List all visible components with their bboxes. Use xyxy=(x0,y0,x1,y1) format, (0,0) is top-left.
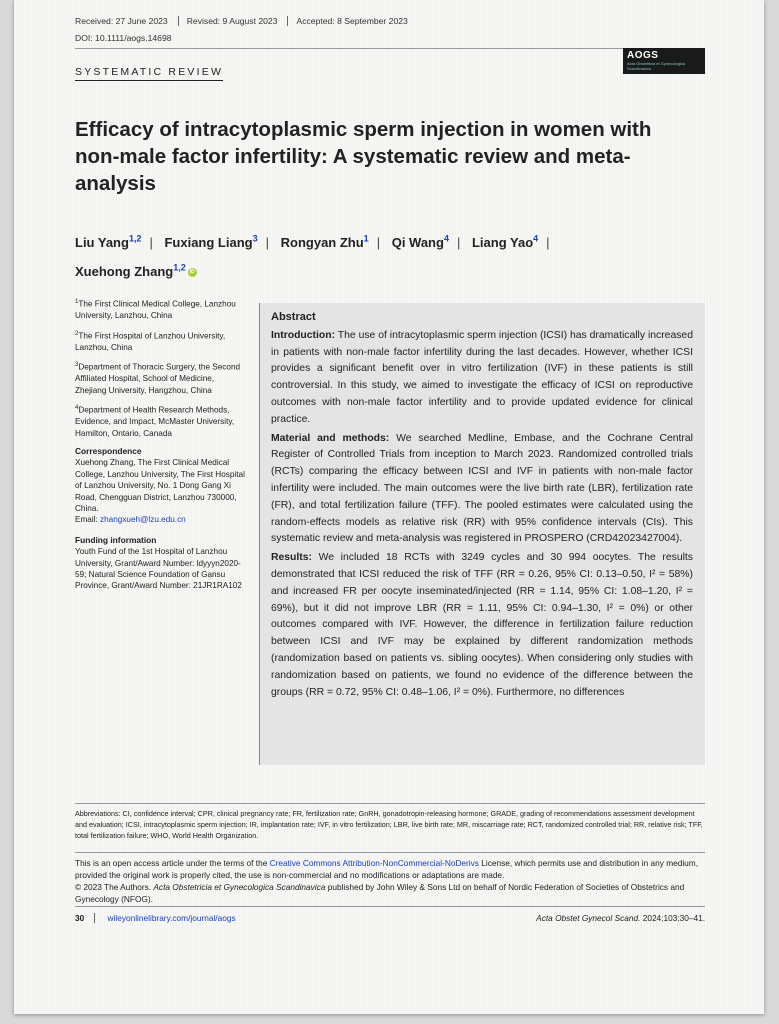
revised-date: Revised: 9 August 2023 xyxy=(187,16,289,26)
abstract-results: Results: We included 18 RCTs with 3249 cycles and 30 994 oocytes. The results demonstrated that ICSI reduced the risk of TFF (RR = 0.26, 95% CI: 0.13–0.50, I² = 58%) and increased FR per oocyte inseminated/injected (RR = 1.14, 95% CI: 1.08–1.20, I² = 69%), but it did not improve LBR (RR = 1.11, 95% CI: 0.94–1.30, I² = 0%) or other outcomes compared with IVF. However, the difference in fertilization failure reduction between ICSI and IVF may be explained by different randomization methods (randomization based on patients vs. sibling oocytes). When considering only studies with randomization based on patients, we found no evidence of the difference between the groups (RR = 0.72, 95% CI: 0.48–1.06, I² = 0%). Furthermore, no differences xyxy=(271,552,693,698)
section-label: SYSTEMATIC REVIEW xyxy=(75,66,223,81)
received-date: Received: 27 June 2023 xyxy=(75,16,179,26)
article-title: Efficacy of intracytoplasmic sperm injection in women with non-male factor infertility: A systematic review and meta-analysis xyxy=(75,118,652,195)
affiliation: $^1$The First Clinical Medical College, Lanzhou University, Lanzhou, China xyxy=(75,299,236,321)
page-footer xyxy=(75,906,705,923)
affiliations-column xyxy=(75,297,245,592)
correspondence-text: Xuehong Zhang, The First Clinical Medical College, Lanzhou University, The First Hospital of Lanzhou University, No. 1 Dong Gang Xi Road, Chengguan District, Lanzhou 730000, China. Email: zhangxueh@lzu.edu.cn xyxy=(75,458,245,525)
email-link[interactable]: zhangxueh@lzu.edu.cn xyxy=(100,515,186,525)
affiliation: $^2$The First Hospital of Lanzhou University, Lanzhou, China xyxy=(75,330,226,352)
author-list xyxy=(75,227,675,284)
logo-subtitle: Acta Obstetricia et Gynecologica Scandinavica xyxy=(627,61,686,71)
article-dates xyxy=(75,16,426,26)
author-separator: | xyxy=(149,235,153,251)
author[interactable]: Liu Yang$^{1,2}$ xyxy=(75,234,142,251)
affiliation: $^4$Department of Health Research Methods, Evidence, and Impact, McMaster University, Hamilton, Ontario, Canada xyxy=(75,405,235,438)
correspondence-heading: Correspondence xyxy=(75,446,142,456)
abstract-introduction: Introduction: The use of intracytoplasmic sperm injection (ICSI) has dramatically increased in patients with non-male factor infertility during the last decades. However, whether ICSI provides a significant benefit over in vitro fertilization (IVF) in these patients is still controversial. In this study, we aimed to investigate the efficacy of ICSI on reproductive outcomes with non-male factor infertility and to provide updated evidence for clinical practice. xyxy=(271,329,693,425)
author[interactable]: Xuehong Zhang$^{1,2}$ xyxy=(75,262,186,279)
page-number: 30 xyxy=(75,913,95,923)
author-separator: | xyxy=(546,235,550,251)
author[interactable]: Fuxiang Liang$^3$ xyxy=(164,234,258,251)
footer-citation: Acta Obstet Gynecol Scand. 2024;103:30–41. xyxy=(536,913,705,923)
journal-logo xyxy=(623,48,705,74)
header-divider xyxy=(75,48,703,49)
affiliation: $^3$Department of Thoracic Surgery, the Second Affiliated Hospital, School of Medicine, Zhejiang University, Hangzhou, China xyxy=(75,362,241,395)
license-link[interactable]: Creative Commons Attribution-NonCommercial-NoDerivs xyxy=(269,858,479,868)
abstract-box xyxy=(259,303,705,765)
license-text: This is an open access article under the terms of the Creative Commons Attribution-NonCommercial-NoDerivs License, which permits use and distribution in any medium, provided the original work is properly cited, the use is non-commercial and no modifications or adaptations are made. © 2023 The Authors. Acta Obstetricia et Gynecologica Scandinavica published by John Wiley & Sons Ltd on behalf of Nordic Federation of Societies of Obstetrics and Gynecology (NFOG). xyxy=(75,852,705,905)
author[interactable]: Rongyan Zhu$^1$ xyxy=(280,234,369,251)
author[interactable]: Liang Yao$^4$ xyxy=(471,234,539,251)
doi: DOI: 10.1111/aogs.14698 xyxy=(75,33,172,43)
funding-heading: Funding information xyxy=(75,534,157,545)
author[interactable]: Qi Wang$^4$ xyxy=(391,234,449,251)
logo-text: AOGS xyxy=(627,50,659,61)
orcid-icon[interactable]: iD xyxy=(189,268,195,275)
abstract-left-rule xyxy=(259,303,260,765)
funding-text: Youth Fund of the 1st Hospital of Lanzhou University, Grant/Award Number: ldyyyn2020-59; Natural Science Foundation of Gansu Province, Grant/Award Number: 21JR1RA102 xyxy=(75,547,242,591)
author-separator: | xyxy=(376,235,381,251)
paper-page xyxy=(14,0,764,1014)
abstract-heading: Abstract xyxy=(271,311,316,323)
abbreviations: Abbreviations: CI, confidence interval; CPR, clinical pregnancy rate; FR, fertilization rate; GnRH, gonadotropin-releasing hormone; GRADE, grading of recommendations assessment development and evaluation; ICSI, intracytoplasmic sperm injection; IR, implantation rate; IVF, in vitro fertilization; LBR, live birth rate; MR, miscarriage rate; RCT, randomized controlled trial; RR, relative risk; TFF, total fertilization failure; WHO, World Health Organization. xyxy=(75,803,705,841)
accepted-date: Accepted: 8 September 2023 xyxy=(296,16,408,26)
author-separator: | xyxy=(265,235,269,251)
journal-url-link[interactable]: wileyonlinelibrary.com/journal/aogs xyxy=(107,913,236,923)
abstract-methods: Material and methods: We searched Medline, Embase, and the Cochrane Central Register of Controlled Trials from inception to March 2023. Randomized controlled trials (RCTs) comparing the efficacy between ICSI and IVF in patients with non-male factor infertility were included. The main outcomes were the live birth rate (LBR), fertilization rate (FR), and total fertilization failure (TFF). The pooled estimates were calculated using the random-effects models as relative risk (RR) with 95% confidence intervals (CIs). This systematic review and meta-analysis was registered in PROSPERO (CRD42023427004). xyxy=(271,432,693,545)
author-separator: | xyxy=(456,235,461,251)
